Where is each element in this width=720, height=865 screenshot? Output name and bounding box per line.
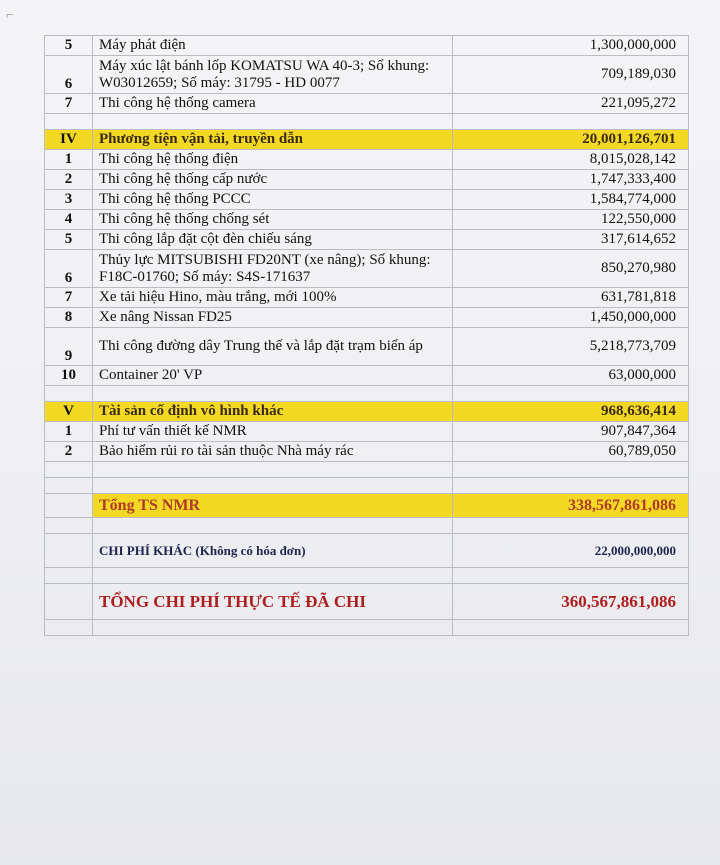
row-amount: 850,270,980	[453, 250, 689, 288]
row-number	[45, 534, 93, 568]
row-number	[45, 518, 93, 534]
row-description	[93, 478, 453, 494]
row-description: Thi công hệ thống PCCC	[93, 190, 453, 210]
item-row	[45, 328, 689, 366]
row-number	[45, 114, 93, 130]
row-number: IV	[45, 130, 93, 150]
item-row	[45, 442, 689, 462]
row-amount: 60,789,050	[453, 442, 689, 462]
row-number: 5	[45, 230, 93, 250]
row-description	[93, 620, 453, 636]
item-row	[45, 56, 689, 94]
row-description: Thi công hệ thống chống sét	[93, 210, 453, 230]
blank-row	[45, 478, 689, 494]
row-number: 8	[45, 308, 93, 328]
row-amount: 338,567,861,086	[453, 494, 689, 518]
row-amount: 1,584,774,000	[453, 190, 689, 210]
row-number	[45, 462, 93, 478]
row-number: 7	[45, 94, 93, 114]
row-amount: 360,567,861,086	[453, 584, 689, 620]
row-description: Xe tải hiệu Hino, màu trắng, mới 100%	[93, 288, 453, 308]
row-amount: 63,000,000	[453, 366, 689, 386]
row-description: Tổng TS NMR	[93, 494, 453, 518]
row-description: Thi công đường dây Trung thế và lắp đặt trạm biến áp	[93, 328, 453, 366]
row-amount: 709,189,030	[453, 56, 689, 94]
item-row	[45, 190, 689, 210]
row-description: Phương tiện vận tải, truyền dẫn	[93, 130, 453, 150]
section-row	[45, 130, 689, 150]
row-description: Máy xúc lật bánh lốp KOMATSU WA 40-3; Số khung: W03012659; Số máy: 31795 - HD 0077	[93, 56, 453, 94]
row-number: V	[45, 402, 93, 422]
row-description: Thi công hệ thống điện	[93, 150, 453, 170]
row-amount: 968,636,414	[453, 402, 689, 422]
row-description: TỔNG CHI PHÍ THỰC TẾ ĐÃ CHI	[93, 584, 453, 620]
total-row	[45, 494, 689, 518]
row-number	[45, 478, 93, 494]
blank-row	[45, 568, 689, 584]
item-row	[45, 366, 689, 386]
row-amount: 631,781,818	[453, 288, 689, 308]
row-description: Thi công lắp đặt cột đèn chiếu sáng	[93, 230, 453, 250]
blank-row	[45, 386, 689, 402]
row-number: 6	[45, 250, 93, 288]
item-row	[45, 250, 689, 288]
row-number: 9	[45, 328, 93, 366]
row-description: Máy phát điện	[93, 36, 453, 56]
row-amount	[453, 620, 689, 636]
item-row	[45, 422, 689, 442]
row-number: 10	[45, 366, 93, 386]
row-number	[45, 494, 93, 518]
row-number	[45, 568, 93, 584]
row-number: 2	[45, 442, 93, 462]
section-row	[45, 402, 689, 422]
row-amount	[453, 478, 689, 494]
row-description: Container 20' VP	[93, 366, 453, 386]
row-amount: 122,550,000	[453, 210, 689, 230]
row-amount	[453, 462, 689, 478]
row-number: 2	[45, 170, 93, 190]
row-amount	[453, 386, 689, 402]
row-number: 7	[45, 288, 93, 308]
row-description: CHI PHÍ KHÁC (Không có hóa đơn)	[93, 534, 453, 568]
row-description: Thi công hệ thống cấp nước	[93, 170, 453, 190]
row-description	[93, 462, 453, 478]
corner-mark: ⌐	[6, 8, 14, 23]
row-amount: 907,847,364	[453, 422, 689, 442]
row-amount	[453, 518, 689, 534]
grand-row	[45, 584, 689, 620]
row-description: Xe nâng Nissan FD25	[93, 308, 453, 328]
item-row	[45, 36, 689, 56]
row-amount: 1,747,333,400	[453, 170, 689, 190]
row-description: Phí tư vấn thiết kế NMR	[93, 422, 453, 442]
blank-row	[45, 462, 689, 478]
row-description	[93, 114, 453, 130]
item-row	[45, 170, 689, 190]
row-number	[45, 620, 93, 636]
other-row	[45, 534, 689, 568]
row-number: 1	[45, 150, 93, 170]
row-amount: 317,614,652	[453, 230, 689, 250]
row-description: Thi công hệ thống camera	[93, 94, 453, 114]
row-description: Bảo hiểm rủi ro tài sản thuộc Nhà máy rác	[93, 442, 453, 462]
item-row	[45, 94, 689, 114]
row-amount: 20,001,126,701	[453, 130, 689, 150]
row-number: 5	[45, 36, 93, 56]
row-description	[93, 568, 453, 584]
row-description: Tài sản cố định vô hình khác	[93, 402, 453, 422]
row-number: 1	[45, 422, 93, 442]
item-row	[45, 288, 689, 308]
row-amount: 8,015,028,142	[453, 150, 689, 170]
row-amount: 22,000,000,000	[453, 534, 689, 568]
row-amount	[453, 114, 689, 130]
row-description: Thủy lực MITSUBISHI FD20NT (xe nâng); Số khung: F18C-01760; Số máy: S4S-171637	[93, 250, 453, 288]
row-description	[93, 518, 453, 534]
blank-row	[45, 620, 689, 636]
row-number: 6	[45, 56, 93, 94]
asset-table	[44, 35, 689, 636]
row-amount	[453, 568, 689, 584]
blank-row	[45, 114, 689, 130]
row-number: 3	[45, 190, 93, 210]
item-row	[45, 150, 689, 170]
row-description	[93, 386, 453, 402]
item-row	[45, 210, 689, 230]
item-row	[45, 308, 689, 328]
item-row	[45, 230, 689, 250]
row-amount: 1,450,000,000	[453, 308, 689, 328]
row-amount: 5,218,773,709	[453, 328, 689, 366]
blank-row	[45, 518, 689, 534]
row-amount: 1,300,000,000	[453, 36, 689, 56]
row-number	[45, 386, 93, 402]
row-amount: 221,095,272	[453, 94, 689, 114]
row-number: 4	[45, 210, 93, 230]
row-number	[45, 584, 93, 620]
